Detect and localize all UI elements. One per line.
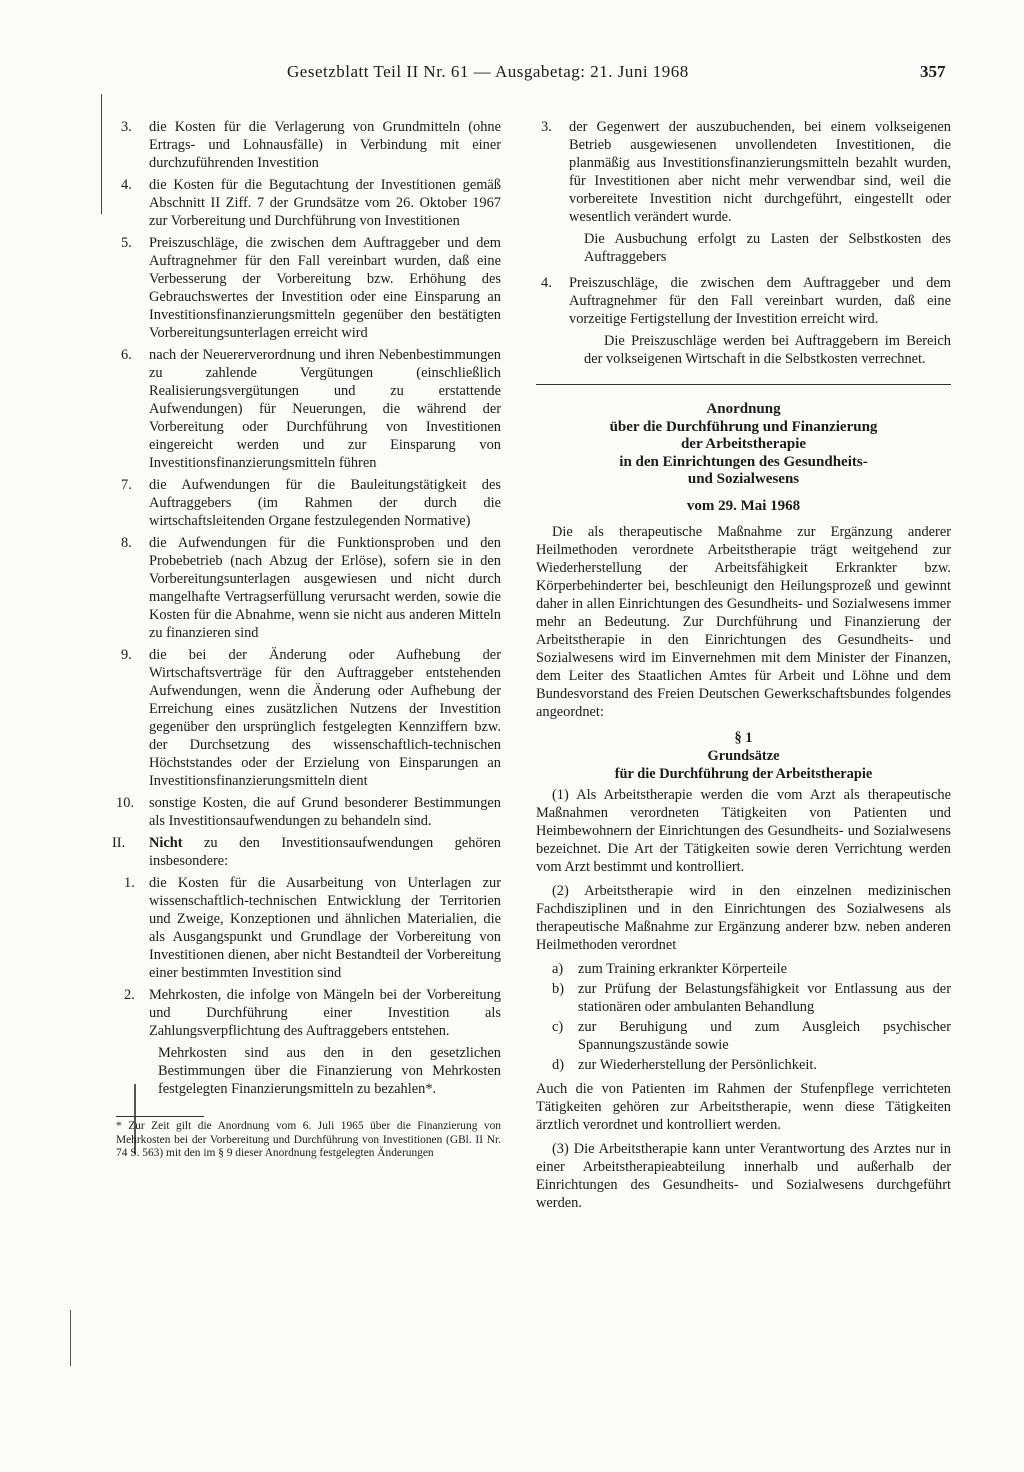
list-item: 1. die Kosten für die Ausarbeitung von Unterlagen zur wissenschaftlich-technischen Entwicklung der Territorien und Zweige, Konzeptionen und ähnlichen Materialien, die als Ausgangspunkt und Grundlage der Vorbereitung von Investitionen dienen, aber nicht Bestandteil der Vorbereitung einer bestimmten Investition sind — [124, 875, 501, 981]
list-item: a) zum Training erkrankter Körperteile — [552, 960, 788, 977]
list-item: 4. die Kosten für die Begutachtung der Investitionen gemäß Abschnitt II Ziff. 7 der Grundsätze vom 26. Oktober 1967 zur Vorbereitung und Durchführung von Investitionen — [121, 177, 501, 229]
list-item: 5. Preiszuschläge, die zwischen dem Auftraggeber und dem Auftragnehmer für den Fall vereinbart wurden, daß eine Verbesserung der Vorbereitung bzw. Erhöhung des Gebrauchswertes der Investition oder eine Einsparung an Investitionsfinanzierungsmitteln gegenüber den bestätigten Vorbereitungsunterlagen erreicht wird — [121, 235, 501, 341]
right-column — [536, 118, 951, 1218]
paragraph-2b: Auch die von Patienten im Rahmen der Stufenpflege verrichteten Tätigkeiten gehören zur Arbeitstherapie, wenn diese Tätigkeiten ärztlich verordnet und kontrolliert werden. — [536, 1080, 951, 1133]
list-item: b) zur Prüfung der Belastungsfähigkeit vor Entlassung aus der stationären oder ambulanten Behandlung — [552, 980, 951, 1015]
page-number: 357 — [920, 62, 946, 81]
margin-mark — [101, 94, 102, 214]
section-subtitle: für die Durchführung der Arbeitstherapie — [614, 765, 873, 782]
list-item: 8. die Aufwendungen für die Funktionsproben und den Probebetrieb (nach Abzug der Erlöse), sofern sie in den Vorbereitungsunterlagen ausgewiesen und nicht durch mangelhafte Vertragserfüllung verursacht werden, sowie die Kosten für die Abnahme, wenn sie nicht aus anderen Mitteln zu finanzieren sind — [121, 535, 501, 641]
list-item: 10. sonstige Kosten, die auf Grund besonderer Bestimmungen als Investitionsaufwendungen zu behandeln sind. — [116, 795, 501, 829]
list-item: 6. nach der Neuererverordnung und ihren Nebenbestimmungen zu zahlende Vergütungen (einschließlich Realisierungsvergütungen und zu erstattende Aufwendungen) für Neuerungen, die während der Vorbereitung oder Durchführung von Investitionen eingereicht werden und zur Einsparung von Investitionsfinanzierungsmitteln führen — [121, 347, 501, 471]
ordinance-title: Anordnung über die Durchführung und Finanzierung der Arbeitstherapie in den Einrichtungen des Gesundheits- und Sozialwesens — [609, 401, 878, 487]
alpha-list — [536, 960, 951, 1074]
item-note: Die Preiszuschläge werden bei Auftraggebern im Bereich der volkseigenen Wirtschaft in die Selbstkosten verrechnet. — [584, 333, 951, 367]
page-header — [0, 60, 1024, 90]
list-item: c) zur Beruhigung und zum Ausgleich psychischer Spannungszustände sowie — [552, 1018, 951, 1053]
list-item: 2. Mehrkosten, die infolge von Mängeln bei der Vorbereitung und Durchführung einer Investition als Zahlungsverpflichtung des Auftraggebers entstehen. — [124, 987, 501, 1039]
ordinance-date: vom 29. Mai 1968 — [686, 497, 801, 514]
paragraph-1: (1) Als Arbeitstherapie werden die vom Arzt als therapeutische Maßnahmen verordneten Tätigkeiten von Patienten und Heimbewohnern der Einrichtungen des Gesundheits- und Sozialwesens bezeichnet. Die Art der Tätigkeiten sowie deren Verrichtung werden vom Arzt bestimmt und kontrolliert. — [536, 786, 951, 875]
gazette-title: Gesetzblatt Teil II Nr. 61 — Ausgabetag: 21. Juni 1968 — [287, 62, 689, 81]
section-two: II. Nicht zu den Investitionsaufwendungen gehören insbesondere: — [112, 835, 501, 869]
paragraph-2: (2) Arbeitstherapie wird in den einzelnen medizinischen Fachdisziplinen und in den Einrichtungen des Sozialwesens als therapeutische Maßnahme zur Ergänzung anderer bzw. neben anderen Heilmethoden verordnet — [536, 882, 951, 953]
section-two-list — [116, 874, 501, 1098]
list-item: 9. die bei der Änderung oder Aufhebung der Wirtschaftsverträge für den Auftraggeber entstehenden Aufwendungen, wenn die Änderung oder Aufhebung der Erreichung eines zusätzlichen Nutzens der Investition gegenüber den ursprünglich festgelegten Kennziffern bzw. der Durchsetzung des wissenschaftlich-technischen Höchststandes oder der Erzielung von Einsparungen an Investitionsfinanzierungsmitteln dient — [121, 647, 501, 789]
list-item: 7. die Aufwendungen für die Bauleitungstätigkeit des Auftraggebers (im Rahmen der durch die wirtschaftsleitenden Organe festzulegenden Normative) — [121, 477, 501, 529]
list-item: 4. Preiszuschläge, die zwischen dem Auftraggeber und dem Auftragnehmer für den Fall vereinbart wurden, daß eine vorzeitige Fertigstellung der Investition erreicht wird. — [541, 275, 951, 327]
paragraph-3: (3) Die Arbeitstherapie kann unter Verantwortung des Arztes nur in einer Arbeitstherapieabteilung innerhalb und außerhalb der Einrichtungen des Gesundheits- und Sozialwesens durchgeführt werden. — [536, 1140, 951, 1211]
section-title: Grundsätze — [707, 747, 780, 764]
section-label: § 1 — [734, 729, 753, 746]
margin-mark — [70, 1310, 71, 1366]
left-column — [112, 118, 501, 1161]
list-item: d) zur Wiederherstellung der Persönlichkeit. — [552, 1056, 817, 1073]
item-note: Die Ausbuchung erfolgt zu Lasten der Selbstkosten des Auftraggebers — [584, 231, 951, 265]
section-divider — [536, 384, 951, 385]
list-item: 3. der Gegenwert der auszubuchenden, bei einem volkseigenen Betrieb ausgewiesenen unvollendeten Investitionen, die planmäßig aus Investitionsfinanzierungsmitteln bezahlt wurden, für Investitionen aber nicht mehr verwendbar sind, weil die vorbereitete Investition nicht durchgeführt, eingestellt oder wesentlich verändert wurde. — [541, 119, 951, 225]
list-item: 3. die Kosten für die Verlagerung von Grundmitteln (ohne Ertrags- und Lohnausfälle) in Verbindung mit einer durchzuführenden Investition — [121, 119, 501, 171]
closing-paragraph: Mehrkosten sind aus den in den gesetzlichen Bestimmungen über die Finanzierung von Mehrkosten festgelegten Finanzierungsmitteln zu bezahlen*. — [158, 1045, 501, 1097]
preamble: Die als therapeutische Maßnahme zur Ergänzung anderer Heilmethoden verordnete Arbeitstherapie trägt weitgehend zur Wiederherstellung der Arbeitsfähigkeit Erkrankter bzw. Körperbehinderter bei, beschleunigt den Heilungsprozeß und gewinnt daher in allen Einrichtungen des Gesundheits- und Sozialwesens immer mehr an Bedeutung. Zur Durchführung und Finanzierung der Arbeitstherapie in den Einrichtungen des Gesundheits- und Sozialwesens wird im Einvernehmen mit dem Minister der Finanzen, dem Leiter des Staatlichen Amtes für Arbeit und Löhne und dem Bundesvorstand des Freien Deutschen Gewerkschaftsbundes folgendes angeordnet: — [536, 523, 951, 720]
footnote: * Zur Zeit gilt die Anordnung vom 6. Juli 1965 über die Finanzierung von Mehrkosten bei der Vorbereitung und Durchführung von Investitionen (GBl. II Nr. 74 S. 563) mit den im § 9 dieser Anordnung festgelegten Änderungen — [116, 1116, 501, 1161]
